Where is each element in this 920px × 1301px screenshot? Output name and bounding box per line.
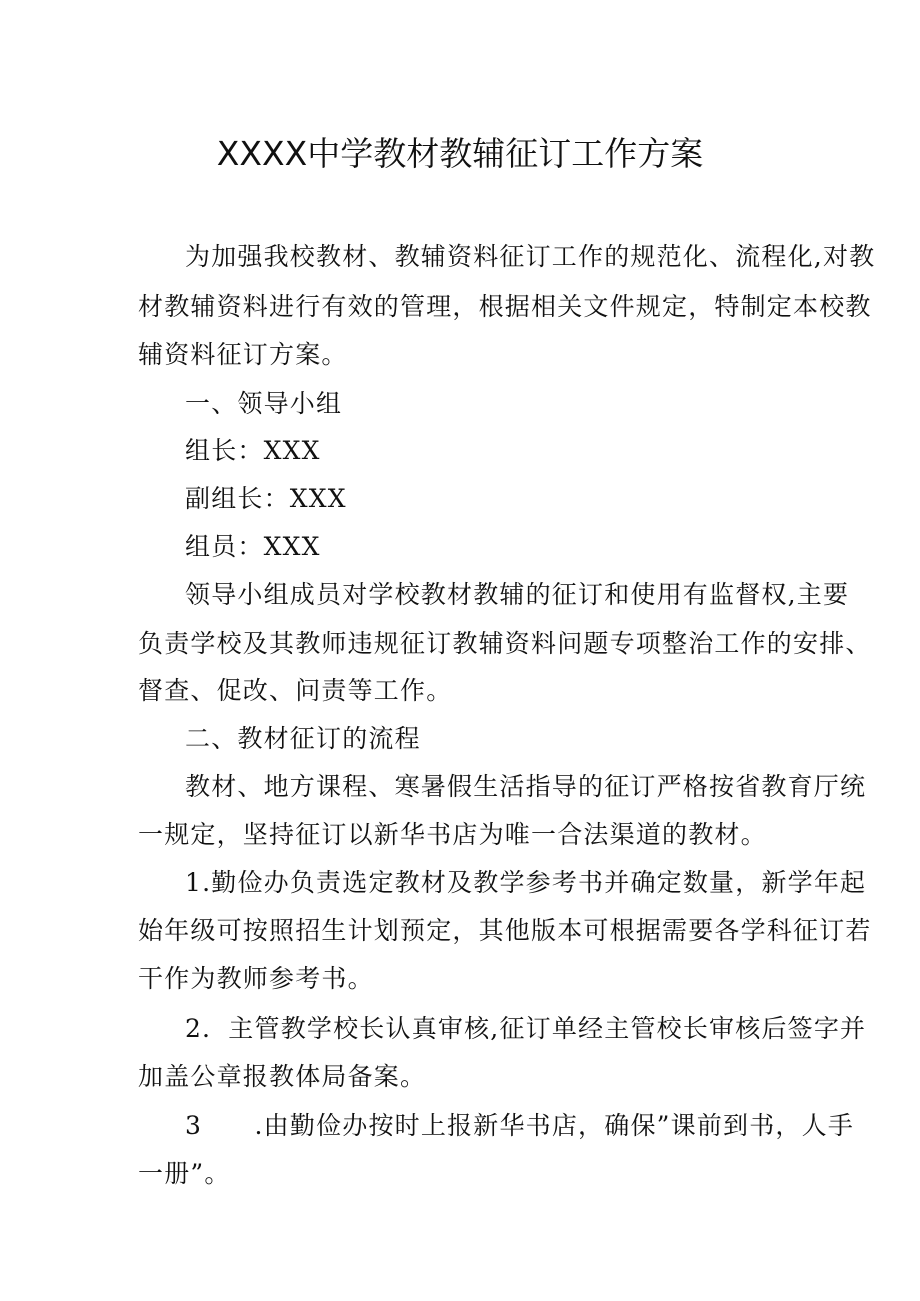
section2-para-line-1: 教材、地方课程、寒暑假生活指导的征订严格按省教育厅统	[185, 772, 867, 801]
item3-line-1: 3 .由勤俭办按时上报新华书店，确保”课前到书，人手	[185, 1111, 855, 1140]
section2-para-line-2: 一规定，坚持征订以新华书店为唯一合法渠道的教材。	[138, 820, 767, 849]
duty-line-3: 督查、促改、问责等工作。	[138, 676, 453, 705]
section1-heading: 一、领导小组	[185, 389, 343, 418]
intro-line-3: 辅资料征订方案。	[138, 340, 348, 369]
leader-line: 组长：XXX	[185, 436, 321, 465]
duty-line-2: 负责学校及其教师违规征订教辅资料问题专项整治工作的安排、	[138, 629, 872, 658]
intro-line-1: 为加强我校教材、教辅资料征订工作的规范化、流程化,对教	[185, 242, 876, 271]
section2-heading: 二、教材征订的流程	[185, 724, 421, 753]
document-title: XXXX中学教材教辅征订工作方案	[216, 134, 704, 173]
item2-line-2: 加盖公章报教体局备案。	[138, 1062, 427, 1091]
item2-line-1: 2．主管教学校长认真审核,征订单经主管校长审核后签字并	[185, 1014, 867, 1043]
item1-line-2: 始年级可按照招生计划预定，其他版本可根据需要各学科征订若	[138, 916, 872, 945]
members-line: 组员：XXX	[185, 532, 321, 561]
item3-line-2: 一册”。	[138, 1159, 231, 1188]
item1-line-3: 干作为教师参考书。	[138, 964, 374, 993]
item1-line-1: 1.勤俭办负责选定教材及教学参考书并确定数量，新学年起	[185, 868, 867, 897]
duty-line-1: 领导小组成员对学校教材教辅的征订和使用有监督权,主要	[185, 580, 850, 609]
intro-line-2: 材教辅资料进行有效的管理，根据相关文件规定，特制定本校教	[138, 292, 872, 321]
vice-leader-line: 副组长：XXX	[185, 484, 347, 513]
